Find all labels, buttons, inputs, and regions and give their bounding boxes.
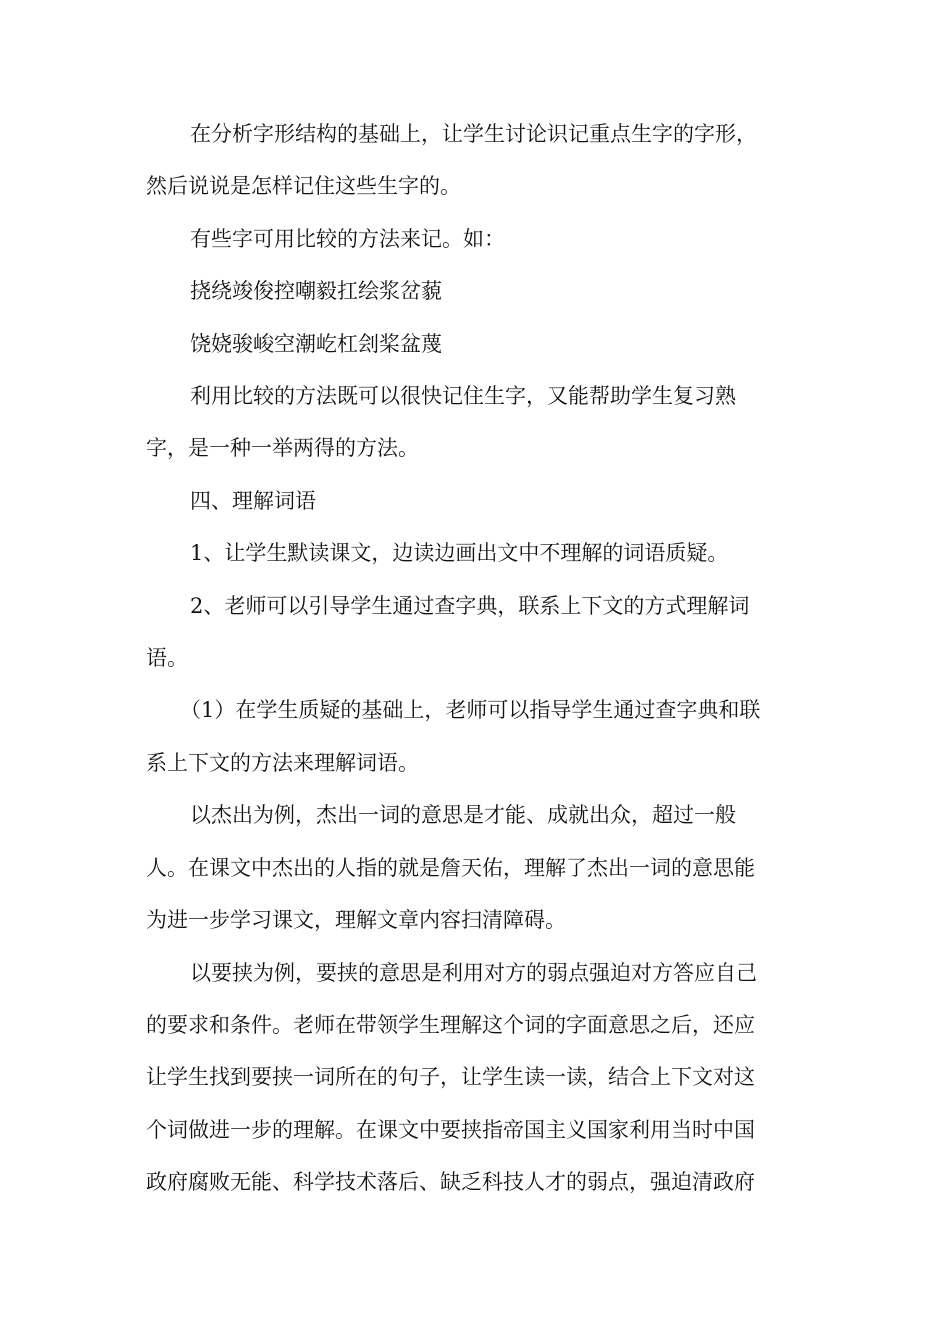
text-line: 在分析字形结构的基础上，让学生讨论识记重点生字的字形， [190,122,757,146]
text-line: 个词做进一步的理解。在课文中要挟指帝国主义国家利用当时中国 [146,1117,755,1142]
document-body [146,108,806,1209]
text-line: 2、老师可以引导学生通过查字典，联系上下文的方式理解词 [190,593,750,618]
text-line: 以要挟为例，要挟的意思是利用对方的弱点强迫对方答应自己 [190,960,757,985]
section-heading: 四、理解词语 [190,488,316,513]
text-line: 的要求和条件。老师在带领学生理解这个词的字面意思之后，还应 [146,1012,755,1037]
text-line: 系上下文的方法来理解词语。 [146,750,419,775]
text-line: 让学生找到要挟一词所在的句子，让学生读一读，结合上下文对这 [146,1065,755,1090]
text-line: 字，是一种一举两得的方法。 [146,436,419,461]
text-line: 为进一步学习课文，理解文章内容扫清障碍。 [146,908,566,933]
text-line: 1、让学生默读课文，边读边画出文中不理解的词语质疑。 [190,541,729,566]
text-line: 有些字可用比较的方法来记。如： [190,226,505,251]
text-line: 利用比较的方法既可以很快记住生字，又能帮助学生复习熟 [190,384,736,409]
text-line: 政府腐败无能、科学技术落后、缺乏科技人才的弱点，强迫清政府 [146,1170,755,1195]
text-line: 然后说说是怎样记住这些生字的。 [146,174,461,199]
text-line: 人。在课文中杰出的人指的就是詹天佑，理解了杰出一词的意思能 [146,855,755,880]
text-line: 以杰出为例，杰出一词的意思是才能、成就出众，超过一般 [190,803,736,828]
text-line: 挠绕竣俊控嘲毅扛绘浆岔藐 [190,279,442,304]
text-line: 语。 [146,646,188,671]
text-line: （1）在学生质疑的基础上，老师可以指导学生通过查字典和联 [180,698,761,723]
text-line: 饶娆骏峻空潮屹杠刽桨盆蔑 [190,331,442,356]
